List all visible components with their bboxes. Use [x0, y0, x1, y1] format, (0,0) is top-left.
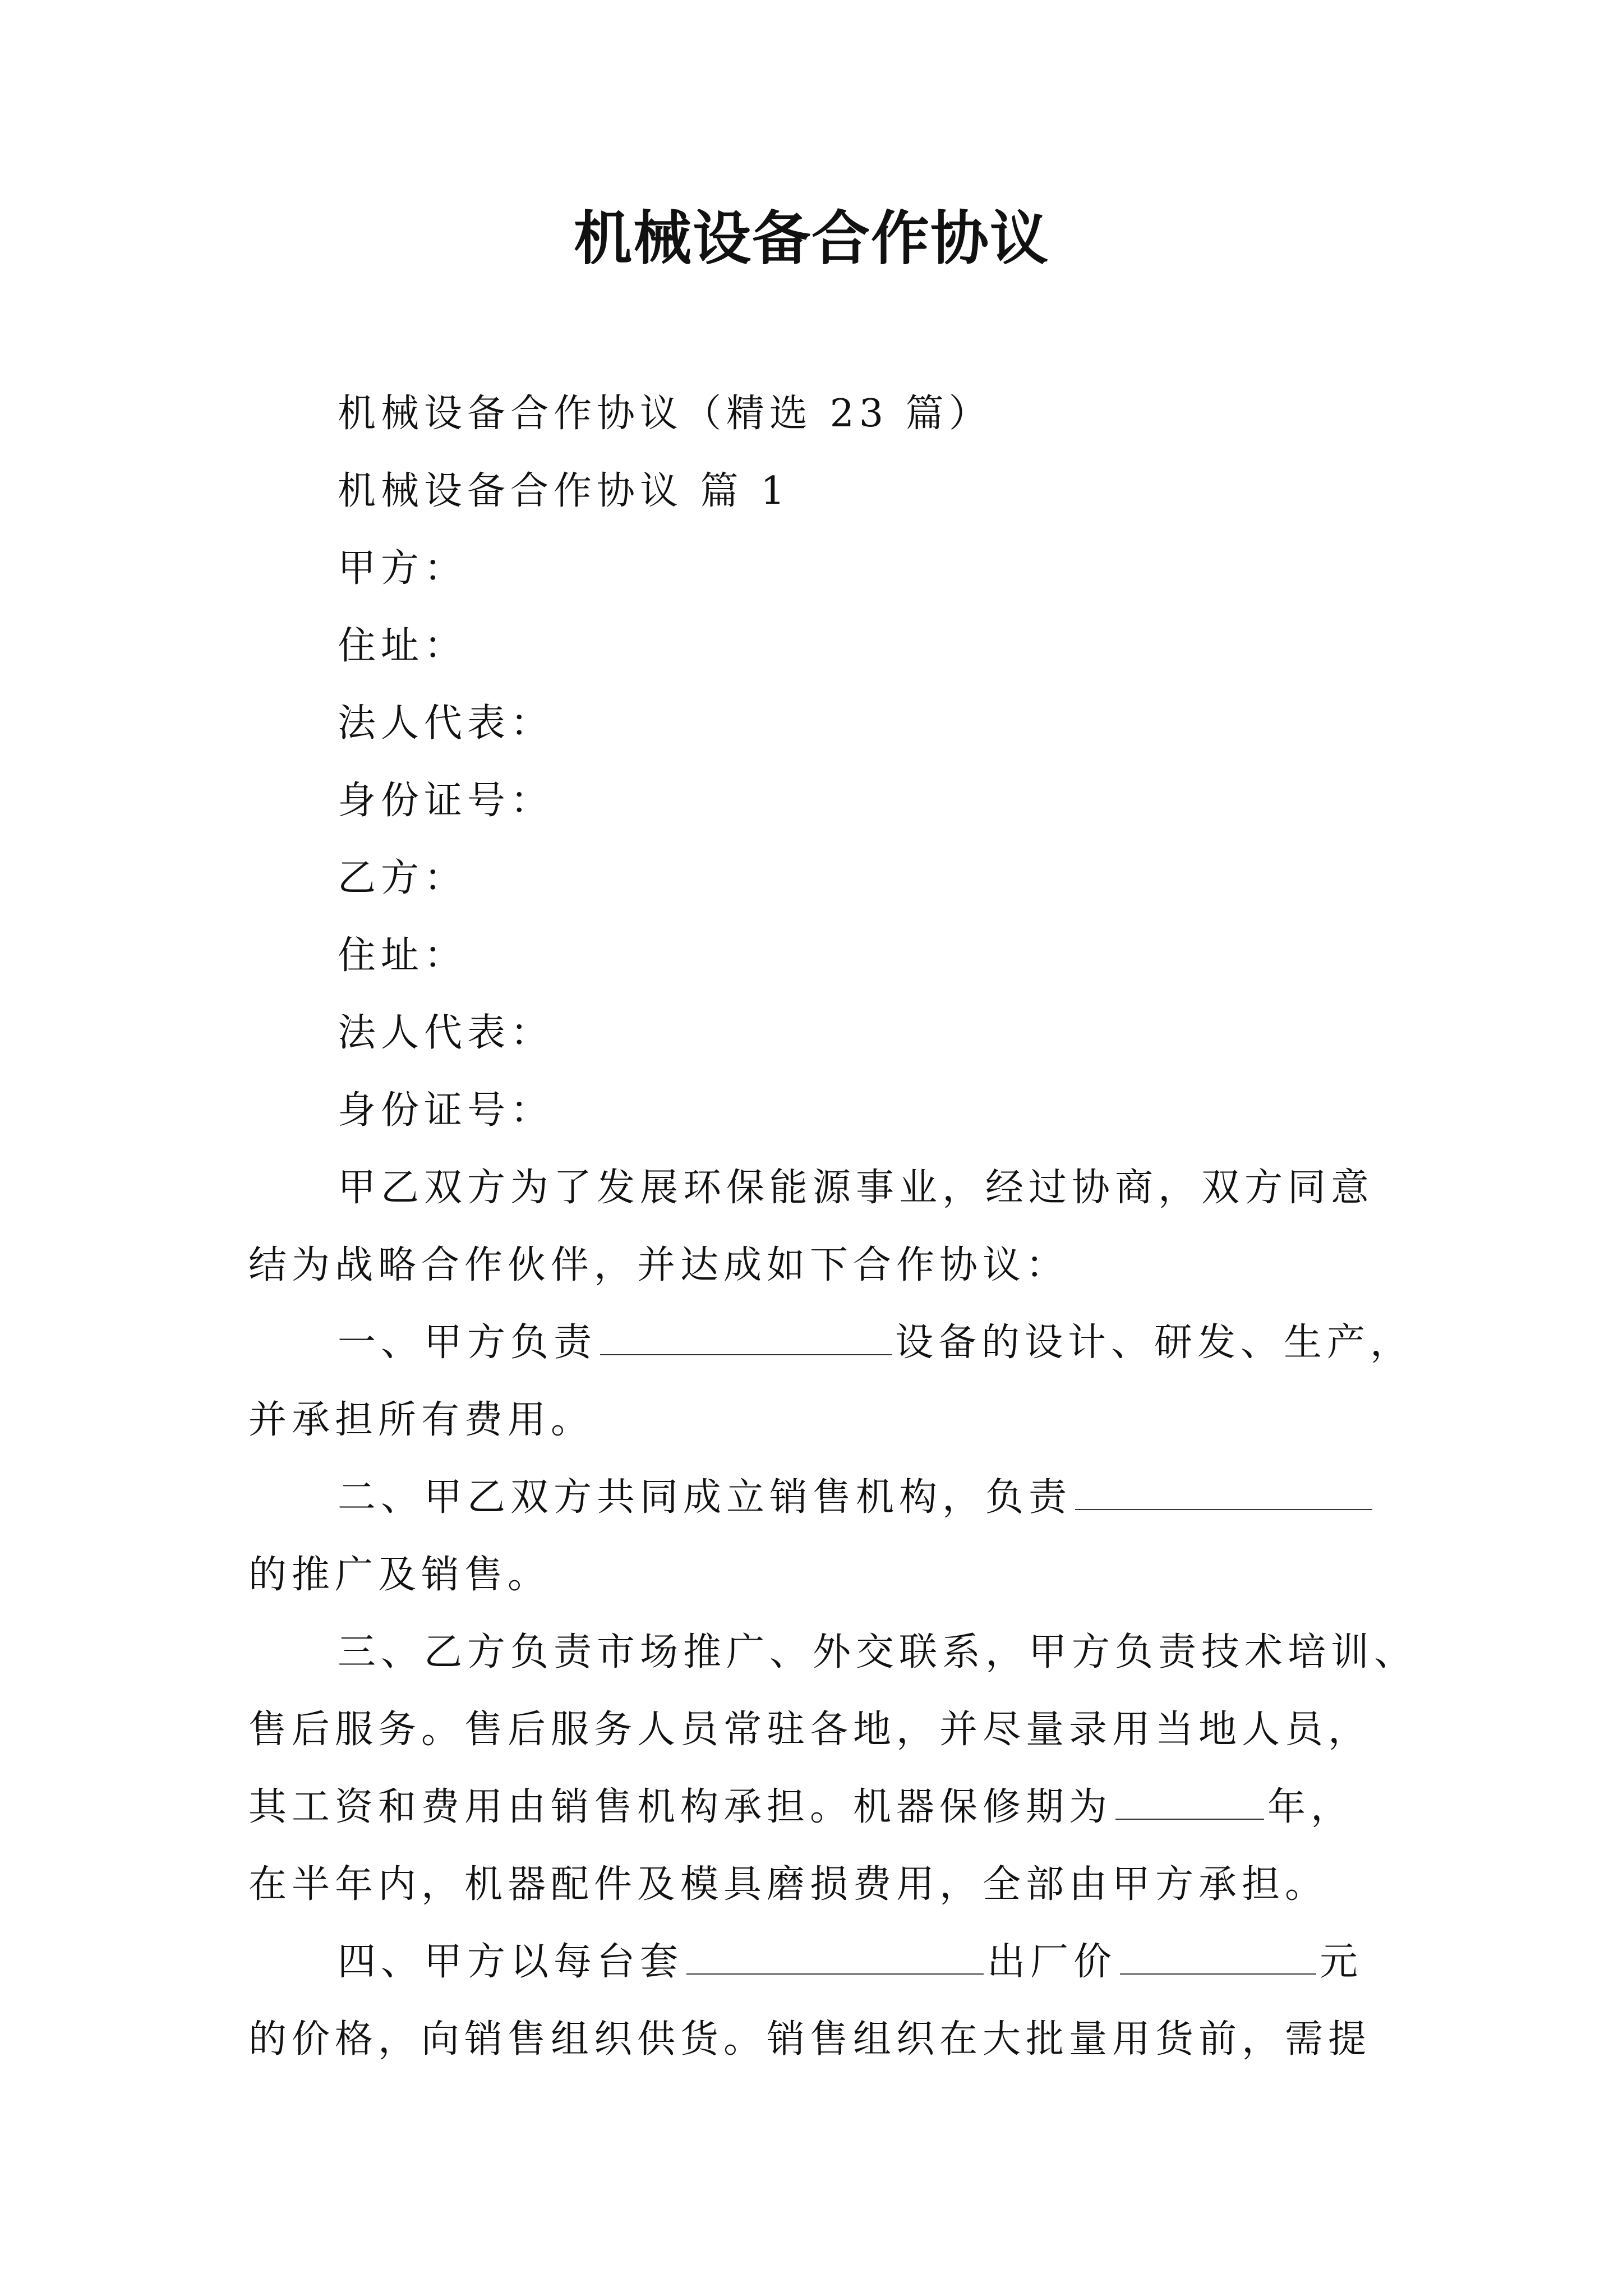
party-a-address-label: 住址：	[338, 624, 468, 668]
document-title: 机械设备合作协议	[573, 204, 1049, 273]
clause-3-line-2: 售后服务。售后服务人员常驻各地，并尽量录用当地人员，	[248, 1708, 1372, 1752]
party-a-id-label: 身份证号：	[338, 779, 554, 823]
clause-3-line-4: 在半年内，机器配件及模具磨损费用，全部由甲方承担。	[248, 1862, 1329, 1907]
clause-2-line-2: 的推广及销售。	[248, 1553, 551, 1597]
party-a-label: 甲方：	[338, 546, 468, 591]
clause-1-text-a: 一、甲方负责	[338, 1320, 597, 1365]
clause-1-line-1	[338, 1316, 1413, 1370]
clause-4-line-1	[338, 1935, 1363, 1989]
clause-1-blank	[600, 1319, 892, 1355]
clause-4-text-c: 元	[1320, 1940, 1363, 1984]
clause-2-text-a: 二、甲乙双方共同成立销售机构，负责	[338, 1475, 1072, 1520]
party-a-legal-rep-label: 法人代表：	[338, 701, 554, 746]
clause-3-text-b: 年，	[1267, 1785, 1354, 1829]
clause-4-text-a: 四、甲方以每台套	[338, 1940, 684, 1984]
section-heading: 机械设备合作协议 篇 1	[338, 469, 790, 513]
clause-3-line-3	[248, 1780, 1354, 1834]
clause-4-line-2: 的价格，向销售组织供货。销售组织在大批量用货前，需提	[248, 2017, 1372, 2062]
party-b-legal-rep-label: 法人代表：	[338, 1011, 554, 1055]
party-b-id-label: 身份证号：	[338, 1088, 554, 1133]
clause-3-line-1: 三、乙方负责市场推广、外交联系，甲方负责技术培训、	[338, 1630, 1418, 1674]
document-subtitle: 机械设备合作协议（精选 23 篇）	[338, 392, 992, 436]
clause-4-text-b: 出厂价	[987, 1940, 1117, 1984]
clause-4-blank-1	[686, 1939, 984, 1975]
clause-3-blank	[1115, 1784, 1264, 1820]
party-b-address-label: 住址：	[338, 933, 468, 978]
intro-line-2: 结为战略合作伙伴，并达成如下合作协议：	[248, 1243, 1069, 1287]
clause-2-line-1	[338, 1471, 1376, 1525]
clause-1-text-b: 设备的设计、研发、生产，	[895, 1320, 1414, 1365]
clause-2-blank	[1075, 1474, 1372, 1510]
clause-4-blank-2	[1120, 1939, 1316, 1975]
clause-1-line-2: 并承担所有费用。	[248, 1398, 594, 1442]
party-b-label: 乙方：	[338, 856, 468, 900]
clause-3-text-a: 其工资和费用由销售机构承担。机器保修期为	[248, 1785, 1113, 1829]
intro-line-1: 甲乙双方为了发展环保能源事业，经过协商，双方同意	[338, 1166, 1375, 1210]
